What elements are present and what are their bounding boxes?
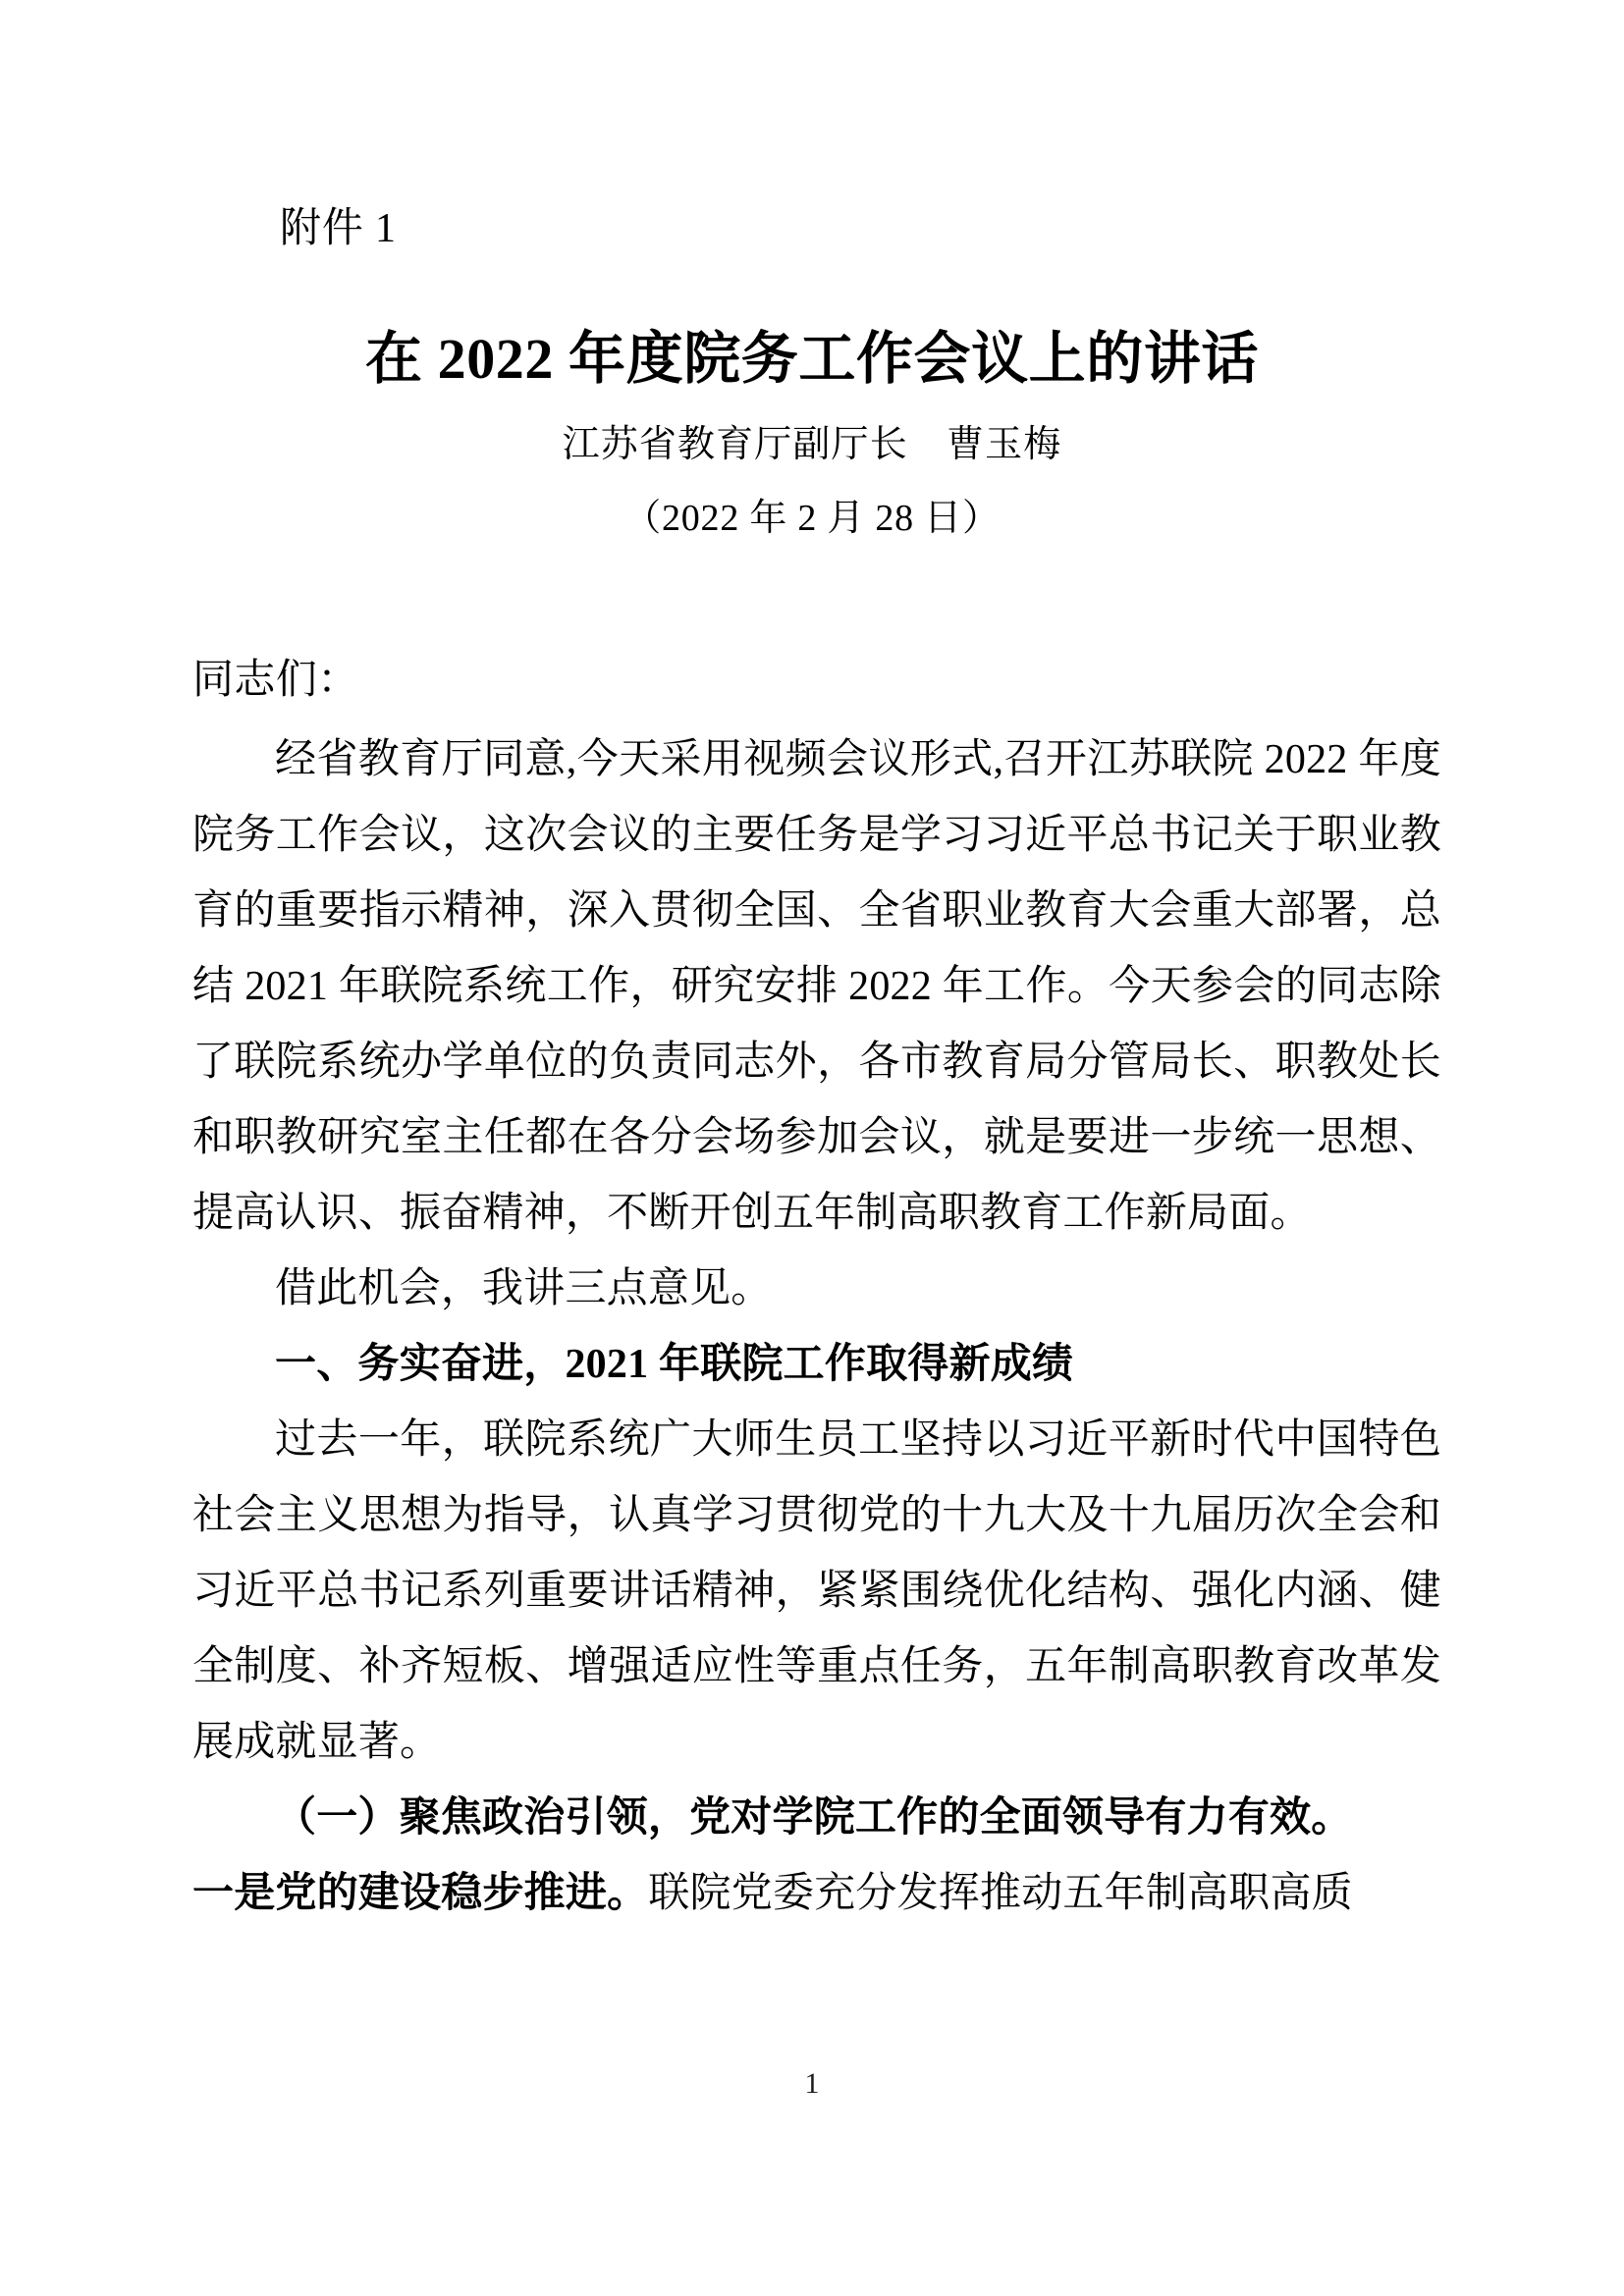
paragraph-party-building-lead: 一是党的建设稳步推进。 <box>192 1871 649 1916</box>
title-block <box>0 324 1624 543</box>
section-heading-one: 一、务实奋进，2021 年联院工作取得新成绩 <box>275 1342 1074 1387</box>
salutation: 同志们： <box>192 658 359 703</box>
paragraph-past-year: 过去一年，联院系统广大师生员工坚持以习近平新时代中国特色社会主义思想为指导，认真学习贯彻党的十九大及十九届历次全会和习近平总书记系列重要讲话精神，紧紧围绕优化结构、强化内涵、健全制度、补齐短板、增强适应性等重点任务，五年制高职教育改革发展成就显著。 <box>192 1417 1441 1765</box>
author-byline: 江苏省教育厅副厅长 曹玉梅 <box>562 423 1062 465</box>
document-body <box>192 660 1441 1932</box>
date-line: （2022 年 2 月 28 日） <box>623 497 1001 539</box>
subsection-heading-one-text: （一）聚焦政治引领，党对学院工作的全面领导有力有效。 <box>275 1795 1353 1841</box>
paragraph-party-building <box>192 1856 1441 1932</box>
paragraph-three-points: 借此机会，我讲三点意见。 <box>275 1266 773 1311</box>
attachment-label: 附件 1 <box>280 206 397 251</box>
subsection-heading-one <box>192 1781 1441 1856</box>
paragraph-party-building-rest: 联院党委充分发挥推动五年制高职高质 <box>648 1871 1353 1916</box>
page-title: 在 2022 年度院务工作会议上的讲话 <box>364 327 1260 391</box>
paragraph-opening: 经省教育厅同意,今天采用视频会议形式,召开江苏联院 2022 年度院务工作会议，这次会议的主要任务是学习习近平总书记关于职业教育的重要指示精神，深入贯彻全国、全省职业教育大会重大部署，总结 2021 年联院系统工作，研究安排 2022 年工作。今天参会的同志除了联院系统办学单位的负责同志外，各市教育局分管局长、职教处长和职教研究室主任都在各分会场参加会议，就是要进一步统一思想、提高认识、振奋精神，不断开创五年制高职教育工作新局面。 <box>192 737 1441 1236</box>
page-number: 1 <box>804 2067 820 2100</box>
